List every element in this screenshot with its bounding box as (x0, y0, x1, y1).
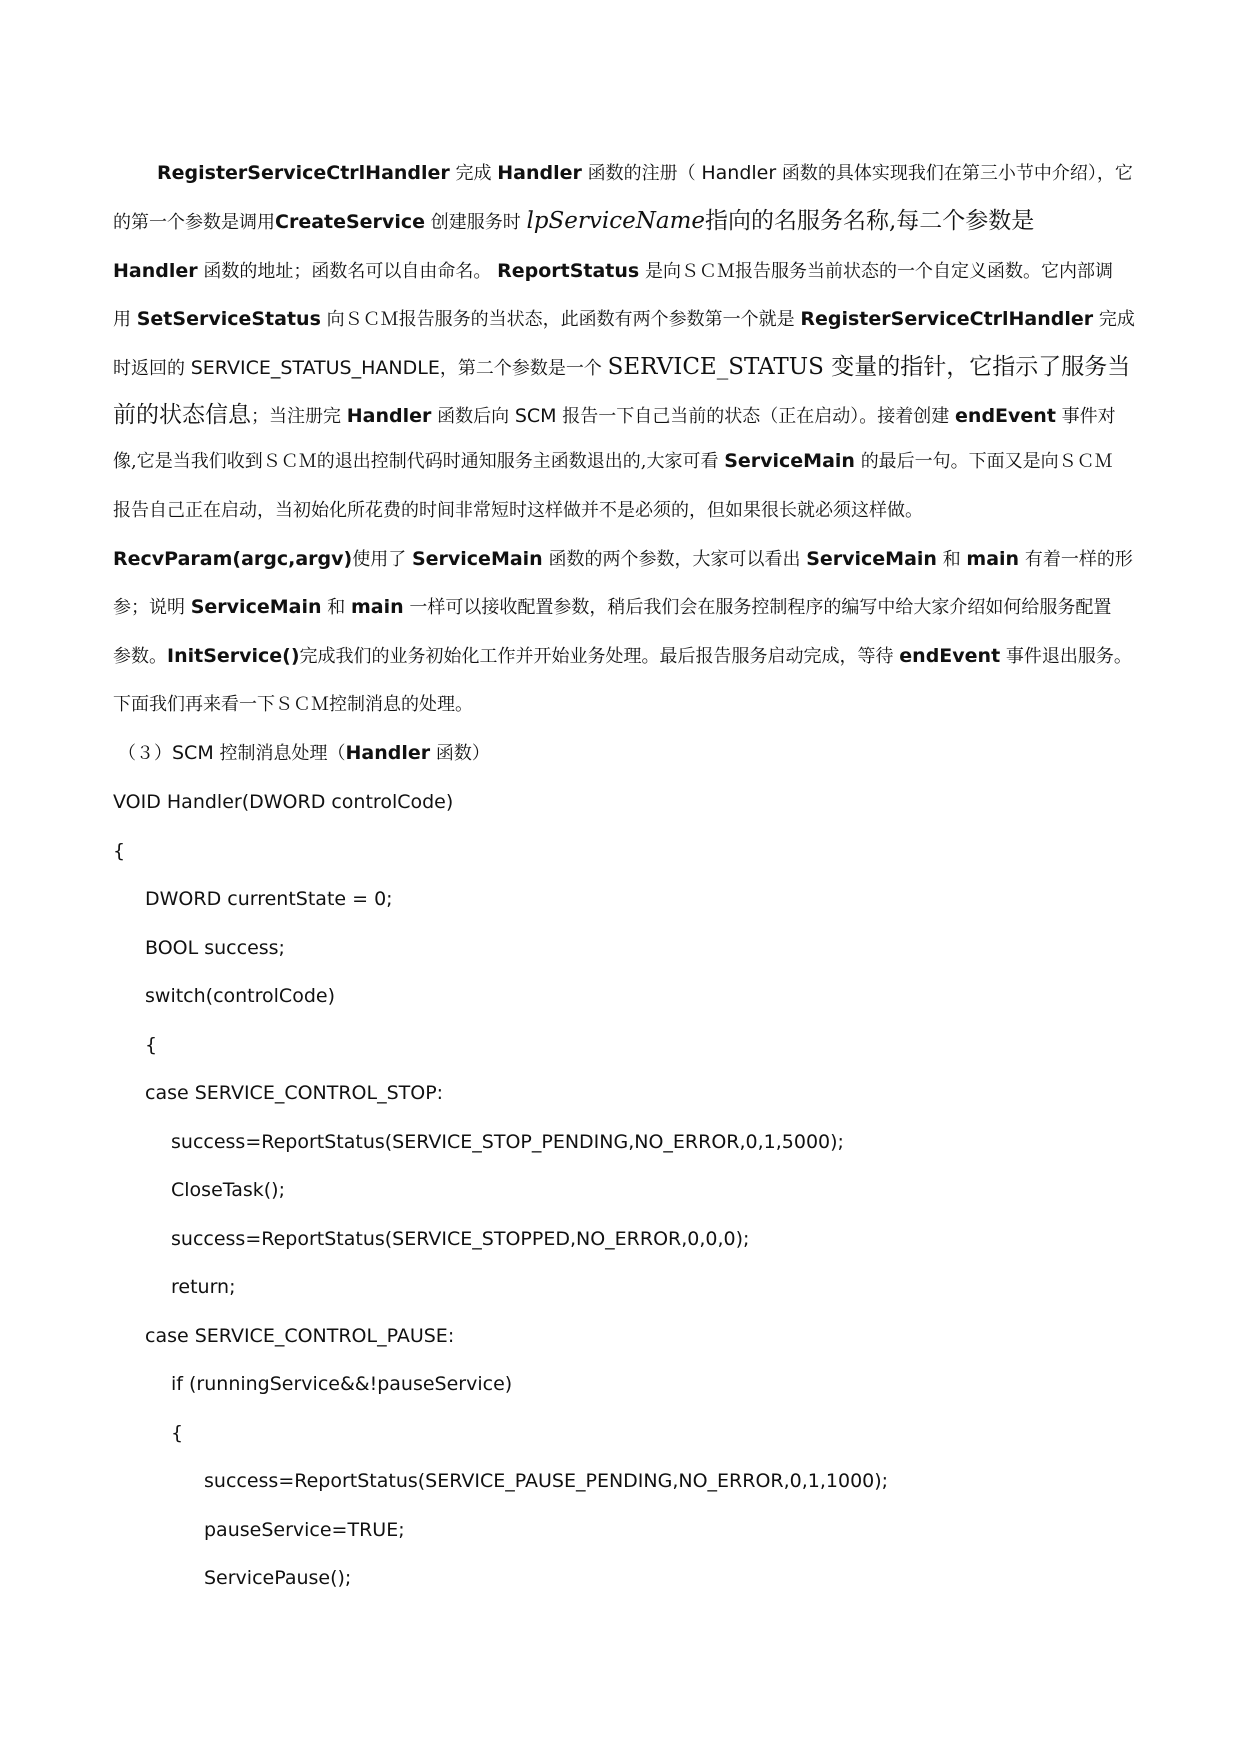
text: 参；说明 (113, 597, 185, 618)
text: 和 (327, 597, 346, 618)
code-line: CloseTask(); (171, 1179, 285, 1201)
keyword: RegisterServiceCtrlHandler (800, 308, 1094, 330)
text: SERVICE_STATUS 变量的指针，它指示了服务当 (607, 354, 1131, 380)
text: 函数的地址；函数名可以自由命名。 (203, 261, 492, 282)
text: 报告一下自己当前的状态（正在启动）。接着创建 (562, 406, 950, 427)
text: 函数后向 (437, 406, 510, 427)
paragraph-line-12: 下面我们再来看一下ＳＣＭ控制消息的处理。 (113, 694, 473, 715)
text: 控制消息处理（ (219, 743, 346, 764)
code-line: switch(controlCode) (145, 985, 335, 1007)
text: 前的状态信息 (113, 402, 251, 428)
text: 向ＳＣＭ报告服务的当状态，此函数有两个参数第一个就是 (326, 309, 795, 330)
text: 函数的具体实现我们在第三小节中介绍），它 (781, 163, 1133, 184)
code-line: case SERVICE_CONTROL_PAUSE: (145, 1325, 455, 1347)
term: SCM (514, 405, 557, 427)
text: 使用了 (352, 549, 407, 570)
code-line: success=ReportStatus(SERVICE_STOPPED,NO_ERROR,0,0,0); (171, 1228, 750, 1250)
text: 一样可以接收配置参数，稍后我们会在服务控制程序的编写中给大家介绍如何给服务配置 (409, 597, 1112, 618)
keyword: CreateService (275, 211, 425, 233)
code-line: pauseService=TRUE; (204, 1519, 405, 1541)
keyword: Handler (345, 742, 431, 764)
keyword: ServiceMain (806, 548, 937, 570)
code-line: { (171, 1422, 184, 1444)
code-line: success=ReportStatus(SERVICE_PAUSE_PENDING,NO_ERROR,0,1,1000); (204, 1470, 889, 1492)
keyword: ServiceMain (411, 548, 543, 570)
keyword: Handler (497, 162, 582, 184)
keyword: ReportStatus (497, 260, 640, 282)
text: 完成 (455, 163, 492, 184)
code-line: { (113, 840, 126, 862)
paragraph-line-3 (113, 262, 1113, 281)
text: ；当注册完 (251, 406, 341, 427)
keyword: RecvParam(argc,argv) (113, 548, 353, 570)
code-line: ServicePause(); (204, 1567, 352, 1589)
keyword: Handler (113, 260, 198, 282)
term: Handler (701, 162, 777, 184)
code-line: BOOL success; (145, 937, 285, 959)
paragraph-line-6 (113, 404, 1116, 427)
code-line: { (145, 1034, 158, 1056)
code-line: VOID Handler(DWORD controlCode) (113, 791, 454, 813)
keyword: main (350, 596, 404, 618)
text: 事件退出服务。 (1005, 646, 1132, 667)
text: 是向ＳＣＭ报告服务当前状态的一个自定义函数。它内部调 (644, 261, 1113, 282)
code-line: return; (171, 1276, 236, 1298)
text: 时返回的 (113, 358, 185, 379)
keyword: ServiceMain (190, 596, 322, 618)
text: 像,它是当我们收到ＳＣＭ的退出控制代码时通知服务主函数退出的,大家可看 (113, 451, 719, 472)
italic-term: lpServiceName (526, 208, 705, 234)
text: 指向的名服务名称,每二个参数是 (705, 208, 1035, 234)
paragraph-line-10 (113, 598, 1111, 617)
paragraph-line-9 (113, 550, 1133, 569)
text: 函数的两个参数，大家可以看出 (548, 549, 801, 570)
code-line: case SERVICE_CONTROL_STOP: (145, 1082, 444, 1104)
code-line: success=ReportStatus(SERVICE_STOP_PENDING,NO_ERROR,0,1,5000); (171, 1131, 844, 1153)
section-heading (118, 744, 490, 763)
text: 有着一样的形 (1024, 549, 1133, 570)
keyword: InitService() (167, 645, 300, 667)
code-line: if (runningService&&!pauseService) (171, 1373, 513, 1395)
keyword: SetServiceStatus (136, 308, 321, 330)
text: 完成我们的业务初始化工作并开始业务处理。最后报告服务启动完成，等待 (299, 646, 894, 667)
keyword: endEvent (899, 645, 1001, 667)
keyword: Handler (346, 405, 432, 427)
keyword: RegisterServiceCtrlHandler (157, 162, 450, 184)
text: 用 (113, 309, 131, 330)
heading-number: （３） (118, 743, 172, 764)
paragraph-line-5 (113, 356, 1130, 379)
paragraph-line-1 (157, 164, 1133, 183)
keyword: main (966, 548, 1020, 570)
text: 函数的注册（ (587, 163, 696, 184)
paragraph-line-2 (113, 210, 1034, 233)
text: 创建服务时 (430, 212, 521, 233)
text: 完成 (1098, 309, 1135, 330)
code-line: DWORD currentState = 0; (145, 888, 393, 910)
keyword: endEvent (955, 405, 1056, 427)
paragraph-line-7 (113, 452, 1113, 471)
text: ，第二个参数是一个 (439, 358, 602, 379)
paragraph-line-11 (113, 647, 1132, 666)
term: SERVICE_STATUS_HANDLE (190, 357, 440, 379)
keyword: ServiceMain (724, 450, 855, 472)
text: 参数。 (113, 646, 167, 667)
text: 函数） (435, 743, 490, 764)
text: 和 (942, 549, 961, 570)
paragraph-line-8: 报告自己正在启动，当初始化所花费的时间非常短时这样做并不是必须的，但如果很长就必须这样做。 (113, 500, 923, 521)
text: 的第一个参数是调用 (113, 212, 275, 233)
text: 事件对 (1061, 406, 1116, 427)
text: 的最后一句。下面又是向ＳＣＭ (860, 451, 1113, 472)
paragraph-line-4 (113, 310, 1135, 329)
term: SCM (172, 742, 214, 764)
